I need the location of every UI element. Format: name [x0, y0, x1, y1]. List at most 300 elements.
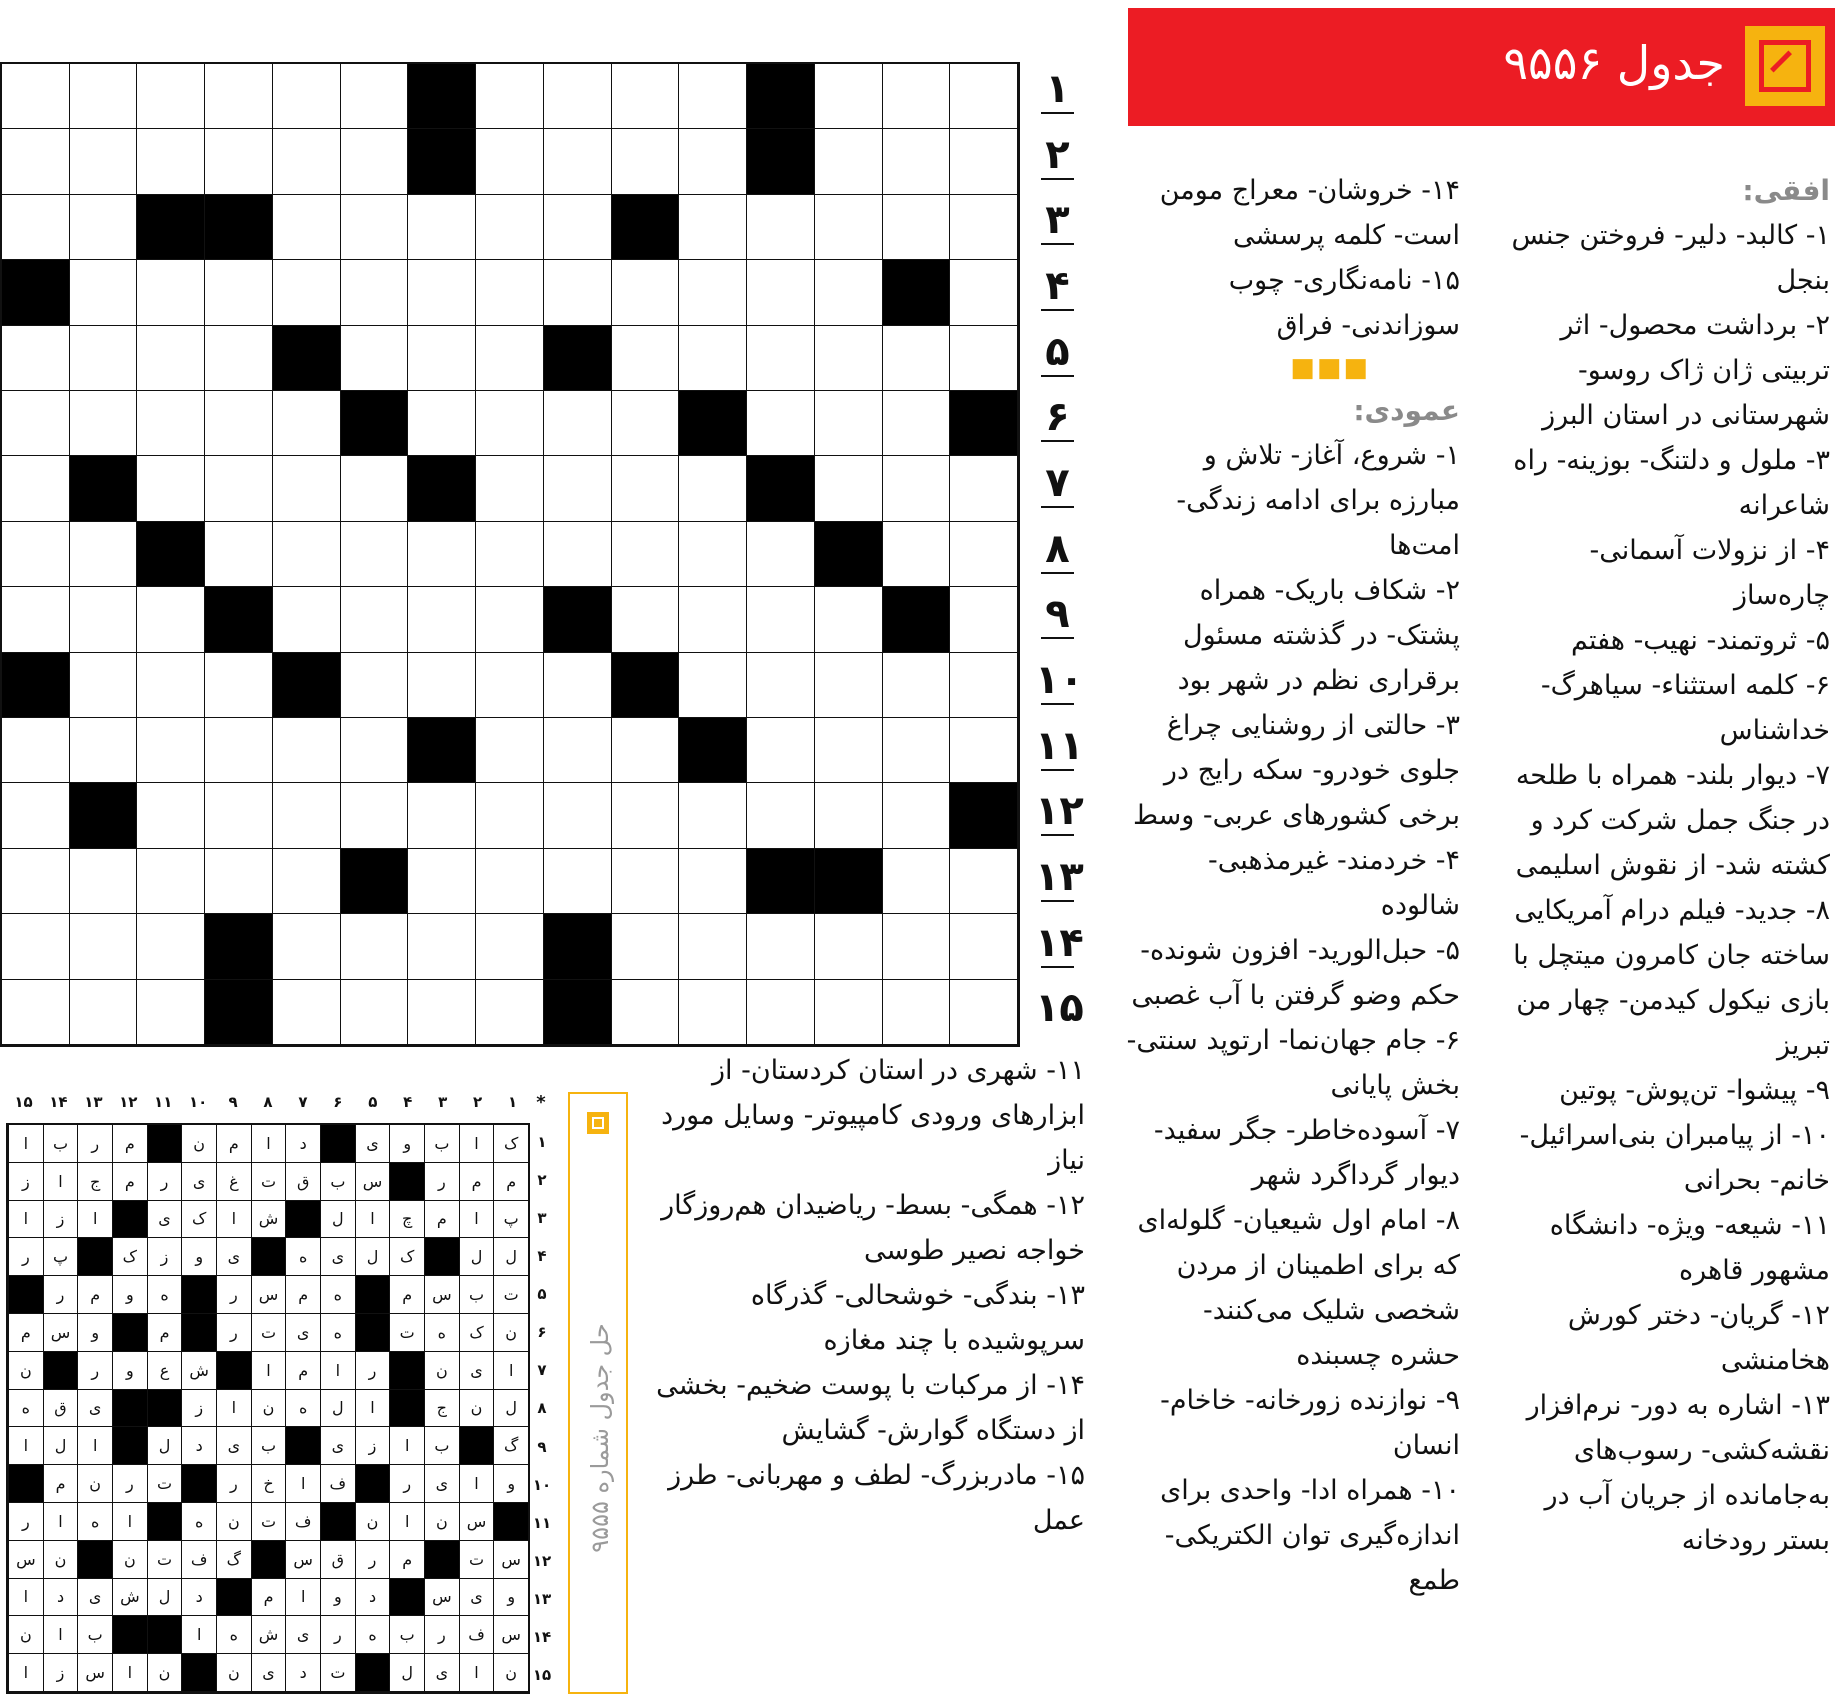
grid-cell[interactable]	[476, 391, 544, 456]
grid-cell[interactable]	[2, 326, 70, 391]
grid-cell[interactable]	[2, 587, 70, 652]
grid-cell[interactable]	[408, 783, 476, 848]
grid-cell[interactable]	[476, 195, 544, 260]
grid-cell[interactable]	[883, 653, 951, 718]
solution-cell: گ	[216, 1541, 251, 1579]
solution-cell: و	[389, 1125, 424, 1163]
solution-cell: ز	[8, 1163, 43, 1201]
grid-cell[interactable]	[137, 849, 205, 914]
black-cell	[544, 587, 612, 652]
grid-cell[interactable]	[408, 653, 476, 718]
solution-cell: ت	[251, 1163, 286, 1201]
solution-cell: ر	[355, 1352, 390, 1390]
grid-cell[interactable]	[137, 914, 205, 979]
grid-cell[interactable]	[883, 129, 951, 194]
grid-cell[interactable]	[70, 195, 138, 260]
clue: ۱- شروع، آغاز- تلاش و مبارزه برای ادامه زندگی- امت‌ها	[1176, 440, 1460, 561]
solution-cell: ن	[181, 1125, 216, 1163]
solution-cell: ا	[43, 1503, 78, 1541]
solution-cell: م	[285, 1352, 320, 1390]
grid-cell[interactable]	[273, 587, 341, 652]
solution-cell: د	[181, 1579, 216, 1617]
grid-cell[interactable]	[544, 522, 612, 587]
solution-cell: ا	[8, 1201, 43, 1239]
grid-cell[interactable]	[544, 783, 612, 848]
grid-cell[interactable]	[612, 914, 680, 979]
solution-cell: ک	[112, 1238, 147, 1276]
grid-cell[interactable]	[476, 522, 544, 587]
grid-cell[interactable]	[2, 64, 70, 129]
grid-cell[interactable]	[2, 391, 70, 456]
clue: ۹- نوازنده زورخانه- خاخام- انسان	[1160, 1385, 1460, 1461]
grid-cell[interactable]	[273, 849, 341, 914]
grid-cell[interactable]	[883, 391, 951, 456]
solution-cell: ا	[389, 1427, 424, 1465]
grid-cell[interactable]	[408, 849, 476, 914]
grid-cell[interactable]	[612, 391, 680, 456]
grid-cell[interactable]	[273, 522, 341, 587]
grid-cell[interactable]	[612, 718, 680, 783]
grid-cell[interactable]	[408, 522, 476, 587]
black-cell	[747, 129, 815, 194]
solution-column-number: ۲	[473, 1093, 483, 1111]
black-cell	[679, 391, 747, 456]
solution-black-cell	[389, 1579, 424, 1617]
solution-cell: ز	[43, 1201, 78, 1239]
solution-cell: ل	[43, 1427, 78, 1465]
solution-cell: س	[424, 1276, 459, 1314]
grid-cell[interactable]	[273, 391, 341, 456]
grid-cell[interactable]	[883, 849, 951, 914]
solution-cell: د	[181, 1427, 216, 1465]
grid-cell[interactable]	[815, 391, 883, 456]
grid-cell[interactable]	[2, 914, 70, 979]
solution-black-cell	[8, 1465, 43, 1503]
grid-cell[interactable]	[70, 522, 138, 587]
solution-cell: ی	[147, 1201, 182, 1239]
grid-cell[interactable]	[2, 195, 70, 260]
grid-cell[interactable]	[273, 456, 341, 521]
grid-cell[interactable]	[476, 129, 544, 194]
grid-cell[interactable]	[137, 64, 205, 129]
grid-cell[interactable]	[612, 587, 680, 652]
solution-black-cell	[285, 1201, 320, 1239]
grid-cell[interactable]	[341, 260, 409, 325]
grid-cell[interactable]	[950, 195, 1018, 260]
grid-cell[interactable]	[815, 653, 883, 718]
solution-cell: ر	[77, 1125, 112, 1163]
solution-cell: ر	[43, 1276, 78, 1314]
grid-cell[interactable]	[544, 129, 612, 194]
grid-cell[interactable]	[679, 653, 747, 718]
grid-cell[interactable]	[205, 129, 273, 194]
solution-column-number: ۱۱	[154, 1093, 173, 1111]
grid-cell[interactable]	[70, 391, 138, 456]
solution-cell: ا	[112, 1503, 147, 1541]
grid-cell[interactable]	[883, 64, 951, 129]
grid-cell[interactable]	[2, 849, 70, 914]
grid-cell[interactable]	[2, 718, 70, 783]
grid-cell[interactable]	[883, 718, 951, 783]
grid-cell[interactable]	[476, 456, 544, 521]
grid-cell[interactable]	[2, 522, 70, 587]
solution-column-number: ۱۵	[14, 1093, 33, 1111]
solution-star: *	[536, 1092, 546, 1113]
grid-cell[interactable]	[341, 195, 409, 260]
black-cell	[137, 195, 205, 260]
solution-column-number: ۱۴	[49, 1093, 68, 1111]
solution-cell: ل	[355, 1238, 390, 1276]
grid-cell[interactable]	[612, 980, 680, 1045]
grid-cell[interactable]	[815, 718, 883, 783]
grid-cell[interactable]	[70, 587, 138, 652]
grid-cell[interactable]	[815, 260, 883, 325]
black-cell	[2, 260, 70, 325]
solution-cell: ه	[424, 1314, 459, 1352]
grid-cell[interactable]	[883, 522, 951, 587]
grid-cell[interactable]	[747, 783, 815, 848]
grid-cell[interactable]	[544, 391, 612, 456]
grid-cell[interactable]	[476, 783, 544, 848]
grid-cell[interactable]	[747, 653, 815, 718]
grid-cell[interactable]	[137, 653, 205, 718]
grid-cell[interactable]	[544, 653, 612, 718]
solution-cell: ک	[389, 1238, 424, 1276]
grid-cell[interactable]	[544, 195, 612, 260]
solution-cell: س	[43, 1314, 78, 1352]
grid-cell[interactable]	[950, 260, 1018, 325]
solution-cell: ل	[320, 1201, 355, 1239]
clue: ۹- پیشوا- تن‌پوش- پوتین	[1559, 1075, 1830, 1106]
grid-cell[interactable]	[205, 456, 273, 521]
grid-cell[interactable]	[2, 783, 70, 848]
grid-cell[interactable]	[679, 914, 747, 979]
black-cell	[205, 195, 273, 260]
grid-cell[interactable]	[883, 980, 951, 1045]
grid-cell[interactable]	[476, 260, 544, 325]
grid-cell[interactable]	[679, 129, 747, 194]
grid-cell[interactable]	[883, 456, 951, 521]
grid-cell[interactable]	[950, 587, 1018, 652]
solution-cell: ل	[320, 1390, 355, 1428]
grid-cell[interactable]	[612, 849, 680, 914]
grid-cell[interactable]	[544, 456, 612, 521]
solution-cell: ا	[112, 1654, 147, 1692]
clue: ۱۳- بندگی- خوشحالی- گذرگاه سرپوشیده با چند مغازه	[750, 1280, 1085, 1356]
grid-cell[interactable]	[950, 522, 1018, 587]
grid-cell[interactable]	[408, 914, 476, 979]
grid-cell[interactable]	[341, 522, 409, 587]
solution-cell: ف	[320, 1465, 355, 1503]
grid-cell[interactable]	[476, 64, 544, 129]
grid-cell[interactable]	[341, 783, 409, 848]
grid-cell[interactable]	[408, 260, 476, 325]
solution-cell: ب	[389, 1616, 424, 1654]
grid-cell[interactable]	[815, 914, 883, 979]
grid-cell[interactable]	[137, 391, 205, 456]
clue: ۱۵- مادربزرگ- لطف و مهربانی- طرز عمل	[668, 1460, 1085, 1536]
grid-cell[interactable]	[137, 980, 205, 1045]
grid-cell[interactable]	[341, 587, 409, 652]
solution-cell: ی	[320, 1427, 355, 1465]
grid-cell[interactable]	[544, 64, 612, 129]
solution-black-cell	[77, 1541, 112, 1579]
solution-cell: ا	[355, 1201, 390, 1239]
clue: ۱۲- گریان- دختر کورش هخامنشی	[1567, 1300, 1830, 1376]
grid-cell[interactable]	[950, 914, 1018, 979]
solution-cell: ز	[147, 1238, 182, 1276]
grid-cell[interactable]	[408, 587, 476, 652]
grid-cell[interactable]	[341, 326, 409, 391]
grid-cell[interactable]	[476, 718, 544, 783]
grid-cell[interactable]	[205, 718, 273, 783]
grid-cell[interactable]	[747, 391, 815, 456]
grid-cell[interactable]	[137, 129, 205, 194]
row-divider	[1041, 572, 1074, 574]
clue: ۵- ثروتمند- نهیب- هفتم	[1570, 625, 1830, 656]
grid-cell[interactable]	[70, 653, 138, 718]
row-number: ۶	[1035, 394, 1080, 442]
grid-cell[interactable]	[408, 980, 476, 1045]
grid-cell[interactable]	[70, 326, 138, 391]
grid-cell[interactable]	[679, 783, 747, 848]
grid-cell[interactable]	[679, 980, 747, 1045]
grid-cell[interactable]	[476, 980, 544, 1045]
grid-cell[interactable]	[70, 260, 138, 325]
solution-cell: ن	[147, 1654, 182, 1692]
grid-cell[interactable]	[341, 914, 409, 979]
grid-cell[interactable]	[747, 522, 815, 587]
grid-cell[interactable]	[137, 783, 205, 848]
solution-black-cell	[389, 1390, 424, 1428]
solution-cell: ل	[147, 1579, 182, 1617]
solution-black-cell	[424, 1238, 459, 1276]
black-cell	[544, 980, 612, 1045]
solution-black-cell	[459, 1427, 494, 1465]
solution-cell: ت	[147, 1541, 182, 1579]
row-number: ۳	[1035, 197, 1080, 245]
black-cell	[341, 849, 409, 914]
grid-cell[interactable]	[476, 849, 544, 914]
grid-cell[interactable]	[950, 849, 1018, 914]
grid-cell[interactable]	[70, 849, 138, 914]
grid-cell[interactable]	[747, 195, 815, 260]
grid-cell[interactable]	[815, 326, 883, 391]
grid-cell[interactable]	[747, 980, 815, 1045]
grid-cell[interactable]	[205, 64, 273, 129]
grid-cell[interactable]	[476, 914, 544, 979]
grid-cell[interactable]	[950, 653, 1018, 718]
clue: ۲- شکاف باریک- همراه پشتک- در گذشته مسئول برقراری نظم در شهر بود	[1177, 575, 1460, 696]
grid-cell[interactable]	[408, 391, 476, 456]
grid-cell[interactable]	[70, 64, 138, 129]
grid-cell[interactable]	[273, 129, 341, 194]
grid-cell[interactable]	[341, 718, 409, 783]
solution-cell: ب	[424, 1125, 459, 1163]
grid-cell[interactable]	[883, 326, 951, 391]
solution-row-number: ۳	[537, 1209, 547, 1228]
grid-cell[interactable]	[747, 718, 815, 783]
grid-cell[interactable]	[341, 456, 409, 521]
grid-cell[interactable]	[883, 914, 951, 979]
grid-cell[interactable]	[273, 783, 341, 848]
grid-cell[interactable]	[612, 260, 680, 325]
grid-cell[interactable]	[476, 587, 544, 652]
solution-cell: ق	[43, 1390, 78, 1428]
solution-cell: ه	[320, 1276, 355, 1314]
black-cell	[544, 326, 612, 391]
grid-cell[interactable]	[2, 456, 70, 521]
grid-cell[interactable]	[679, 849, 747, 914]
solution-cell: ف	[181, 1541, 216, 1579]
solution-cell: ن	[493, 1654, 528, 1692]
grid-cell[interactable]	[679, 195, 747, 260]
grid-cell[interactable]	[205, 522, 273, 587]
grid-cell[interactable]	[679, 587, 747, 652]
grid-cell[interactable]	[70, 718, 138, 783]
grid-cell[interactable]	[137, 456, 205, 521]
grid-cell[interactable]	[70, 914, 138, 979]
solution-cell: ا	[77, 1427, 112, 1465]
solution-cell: ه	[355, 1616, 390, 1654]
grid-cell[interactable]	[815, 587, 883, 652]
grid-cell[interactable]	[273, 718, 341, 783]
solution-row-number: ۴	[537, 1247, 547, 1266]
grid-cell[interactable]	[747, 914, 815, 979]
grid-cell[interactable]	[273, 914, 341, 979]
clue: ۸- جدید- فیلم درام آمریکایی ساخته جان کامرون میتچل با بازی نیکول کیدمن- چهار من تبریز	[1513, 895, 1830, 1061]
grid-cell[interactable]	[341, 980, 409, 1045]
black-cell	[70, 783, 138, 848]
black-cell	[70, 456, 138, 521]
clue: ۷- آسوده‌خاطر- جگر سفید- دیوار گرداگرد شهر	[1153, 1115, 1460, 1191]
solution-cell: س	[77, 1654, 112, 1692]
row-divider	[1041, 440, 1074, 442]
clue: ۸- امام اول شیعیان- گلوله‌ای که برای اطمینان از مردن شخصی شلیک می‌کنند- حشره چسبنده	[1137, 1205, 1460, 1371]
clues-column-bottom	[650, 1048, 1085, 1543]
grid-cell[interactable]	[883, 783, 951, 848]
grid-cell[interactable]	[679, 326, 747, 391]
row-number: ۱۵	[1035, 985, 1084, 1032]
grid-cell[interactable]	[70, 980, 138, 1045]
grid-cell[interactable]	[747, 587, 815, 652]
grid-cell[interactable]	[137, 326, 205, 391]
grid-cell[interactable]	[612, 129, 680, 194]
solution-cell: ا	[8, 1427, 43, 1465]
grid-cell[interactable]	[950, 129, 1018, 194]
solution-column-number: ۶	[333, 1093, 343, 1111]
grid-cell[interactable]	[2, 980, 70, 1045]
grid-cell[interactable]	[950, 718, 1018, 783]
grid-cell[interactable]	[815, 129, 883, 194]
grid-cell[interactable]	[205, 653, 273, 718]
grid-cell[interactable]	[205, 391, 273, 456]
solution-cell: ن	[216, 1654, 251, 1692]
solution-cell: ا	[216, 1390, 251, 1428]
solution-cell: د	[285, 1125, 320, 1163]
solution-cell: ا	[181, 1616, 216, 1654]
solution-cell: ا	[77, 1201, 112, 1239]
grid-cell[interactable]	[815, 783, 883, 848]
black-cell	[747, 456, 815, 521]
solution-cell: ب	[459, 1276, 494, 1314]
black-cell	[408, 64, 476, 129]
grid-cell[interactable]	[137, 718, 205, 783]
grid-cell[interactable]	[950, 326, 1018, 391]
grid-cell[interactable]	[341, 64, 409, 129]
solution-cell: ا	[43, 1163, 78, 1201]
grid-cell[interactable]	[883, 195, 951, 260]
grid-cell[interactable]	[341, 653, 409, 718]
row-number: ۱۰	[1035, 657, 1084, 703]
grid-cell[interactable]	[815, 195, 883, 260]
grid-cell[interactable]	[476, 653, 544, 718]
grid-cell[interactable]	[950, 64, 1018, 129]
solution-cell: ل	[459, 1238, 494, 1276]
grid-cell[interactable]	[205, 260, 273, 325]
grid-cell[interactable]	[612, 326, 680, 391]
solution-cell: ا	[459, 1654, 494, 1692]
solution-cell: خ	[251, 1465, 286, 1503]
solution-cell: ا	[459, 1125, 494, 1163]
clue: ۱- کالبد- دلیر- فروختن جنس بنجل	[1511, 220, 1830, 296]
solution-cell: س	[355, 1163, 390, 1201]
grid-cell[interactable]	[815, 980, 883, 1045]
grid-cell[interactable]	[747, 260, 815, 325]
grid-cell[interactable]	[137, 260, 205, 325]
grid-cell[interactable]	[679, 64, 747, 129]
grid-cell[interactable]	[544, 849, 612, 914]
solution-cell: م	[8, 1314, 43, 1352]
grid-cell[interactable]	[273, 195, 341, 260]
grid-cell[interactable]	[273, 64, 341, 129]
grid-cell[interactable]	[815, 456, 883, 521]
grid-cell[interactable]	[747, 326, 815, 391]
grid-cell[interactable]	[679, 260, 747, 325]
grid-cell[interactable]	[612, 64, 680, 129]
grid-cell[interactable]	[273, 980, 341, 1045]
grid-cell[interactable]	[679, 522, 747, 587]
grid-cell[interactable]	[544, 260, 612, 325]
solution-cell: ا	[251, 1352, 286, 1390]
grid-cell[interactable]	[205, 849, 273, 914]
grid-cell[interactable]	[205, 783, 273, 848]
grid-cell[interactable]	[341, 129, 409, 194]
grid-cell[interactable]	[950, 456, 1018, 521]
grid-cell[interactable]	[679, 456, 747, 521]
solution-cell: ت	[389, 1314, 424, 1352]
grid-cell[interactable]	[2, 129, 70, 194]
solution-cell: ر	[216, 1276, 251, 1314]
solution-cell: ا	[355, 1390, 390, 1428]
grid-cell[interactable]	[408, 195, 476, 260]
row-number: ۱	[1035, 66, 1080, 114]
grid-cell[interactable]	[408, 326, 476, 391]
grid-cell[interactable]	[476, 326, 544, 391]
grid-cell[interactable]	[950, 980, 1018, 1045]
grid-cell[interactable]	[612, 456, 680, 521]
solution-cell: ه	[181, 1503, 216, 1541]
grid-cell[interactable]	[815, 64, 883, 129]
grid-cell[interactable]	[205, 326, 273, 391]
grid-cell[interactable]	[70, 129, 138, 194]
grid-cell[interactable]	[544, 718, 612, 783]
grid-cell[interactable]	[612, 783, 680, 848]
grid-cell[interactable]	[273, 260, 341, 325]
clue: ۱۵- نامه‌نگاری- چوب سوزاندنی- فراق	[1228, 265, 1460, 341]
grid-cell[interactable]	[137, 587, 205, 652]
grid-cell[interactable]	[612, 522, 680, 587]
